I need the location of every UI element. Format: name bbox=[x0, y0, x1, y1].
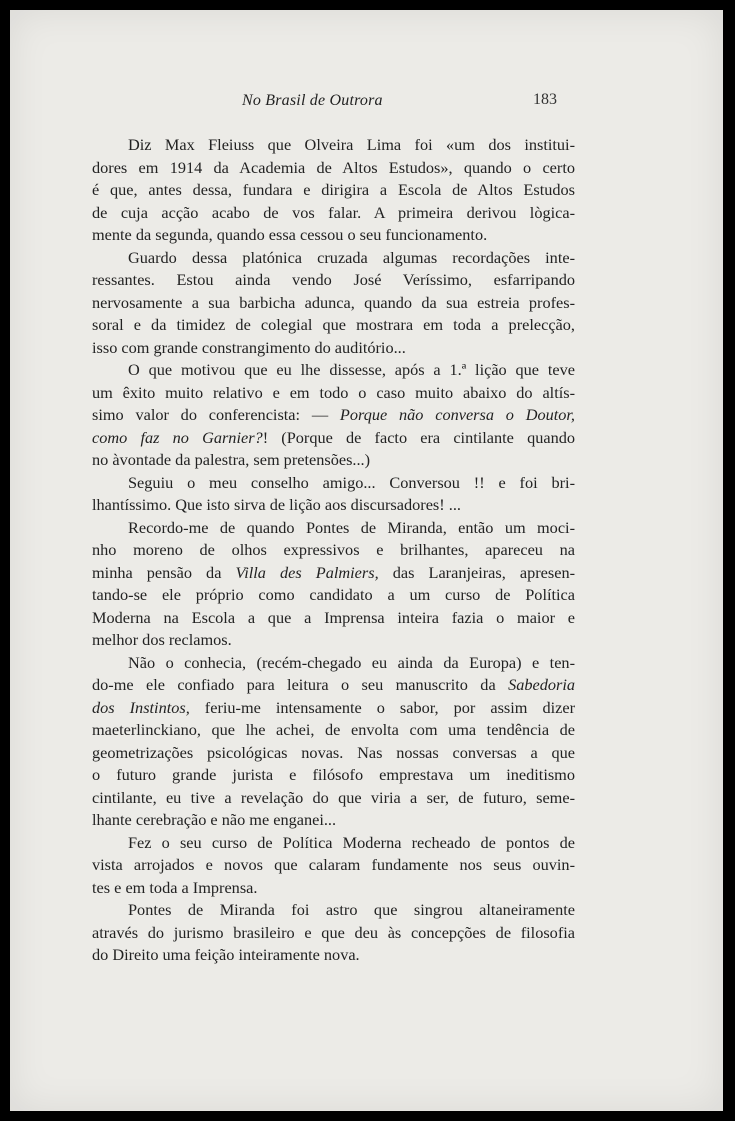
text-line: melhor dos reclamos. bbox=[92, 630, 232, 649]
text-line: nho moreno de olhos expressivos e brilhantes, apareceu na bbox=[92, 540, 575, 559]
running-title: No Brasil de Outrora bbox=[242, 92, 383, 109]
text-line bbox=[92, 427, 575, 450]
text-line: no àvontade da palestra, sem pretensões...) bbox=[92, 450, 371, 469]
text-segment: do-me ele confiado para leitura o seu manuscrito da bbox=[92, 675, 509, 694]
text-line: nervosamente a sua barbicha adunca, quando da sua estreia profes- bbox=[92, 292, 575, 312]
text-line: Não o conhecia, (recém-chegado eu ainda da Europa) e ten- bbox=[128, 652, 575, 672]
text-line: do Direito uma feição inteiramente nova. bbox=[92, 945, 360, 964]
text-line: Moderna na Escola a que a Imprensa inteira fazia o maior e bbox=[92, 607, 575, 627]
text-segment: feriu-me intensamente o sabor, por assim dizer bbox=[189, 697, 575, 717]
text-line: é que, antes dessa, fundara e dirigira a Escola de Altos Estudos bbox=[92, 180, 575, 199]
text-line bbox=[92, 562, 575, 585]
text-line: Fez o seu curso de Política Moderna recheado de pontos de bbox=[128, 832, 575, 852]
text-line: geometrizações psicológicas novas. Nas nossas conversas a que bbox=[92, 742, 575, 762]
italic-title: Villa des Palmiers, bbox=[235, 562, 379, 582]
italic-quote: Porque não conversa o Doutor, bbox=[339, 405, 575, 424]
text-line: maeterlinckiano, que lhe achei, de envolta com uma tendência de bbox=[92, 720, 575, 739]
text-line bbox=[92, 697, 575, 720]
italic-quote: como faz no Garnier? bbox=[92, 427, 263, 447]
text-line: tando-se ele próprio como candidato a um curso de Política bbox=[92, 585, 575, 604]
italic-title: dos Instintos, bbox=[92, 697, 190, 717]
text-line: Guardo dessa platónica cruzada algumas recordações inte- bbox=[128, 247, 575, 267]
text-line: dores em 1914 da Academia de Altos Estudos», quando o certo bbox=[92, 157, 575, 177]
text-line: Seguiu o meu conselho amigo... Conversou !! e foi bri- bbox=[128, 472, 575, 492]
text-line: lhantíssimo. Que isto sirva de lição aos discursadores! ... bbox=[92, 495, 461, 514]
text-line bbox=[92, 674, 575, 697]
text-line: de cuja acção acabo de vos falar. A primeira derivou lògica- bbox=[92, 202, 575, 222]
text-line: soral e da timidez de colegial que mostrara em toda a prelecção, bbox=[92, 315, 575, 334]
page-number: 183 bbox=[533, 91, 557, 108]
text-segment: simo valor do conferencista: — bbox=[92, 405, 340, 424]
text-segment: das Laranjeiras, apresen- bbox=[378, 562, 576, 582]
text-line: o futuro grande jurista e filósofo emprestava um ineditismo bbox=[92, 765, 575, 784]
text-segment: minha pensão da bbox=[92, 562, 236, 582]
text-line: mente da segunda, quando essa cessou o seu funcionamento. bbox=[92, 225, 488, 244]
italic-title: Sabedoria bbox=[508, 675, 575, 694]
text-line: Recordo-me de quando Pontes de Miranda, então um moci- bbox=[128, 517, 575, 537]
text-line: vista arrojados e novos que calaram fundamente nos seus ouvin- bbox=[92, 855, 575, 874]
text-line: Diz Max Fleiuss que Olveira Lima foi «um dos institui- bbox=[128, 135, 575, 154]
text-line: Pontes de Miranda foi astro que singrou altaneiramente bbox=[128, 900, 575, 919]
text-line: tes e em toda a Imprensa. bbox=[92, 877, 258, 897]
page-header bbox=[10, 92, 723, 118]
text-line: O que motivou que eu lhe dissesse, após a 1.ª lição que teve bbox=[128, 360, 575, 379]
body-text bbox=[92, 134, 575, 967]
text-line: ressantes. Estou ainda vendo José Veríssimo, esfarripando bbox=[92, 270, 575, 289]
text-line: cintilante, eu tive a revelação do que viria a ser, de futuro, seme- bbox=[92, 787, 575, 807]
text-line bbox=[92, 404, 575, 427]
text-line: lhante cerebração e não me enganei... bbox=[92, 810, 337, 829]
text-line: isso com grande constrangimento do auditório... bbox=[92, 337, 406, 357]
text-segment: ! (Porque de facto era cintilante quando bbox=[262, 427, 576, 447]
text-line: através do jurismo brasileiro e que deu às concepções de filosofia bbox=[92, 922, 575, 942]
book-page bbox=[10, 10, 723, 1111]
text-line: um êxito muito relativo e em todo o caso muito abaixo do altís- bbox=[92, 382, 575, 402]
